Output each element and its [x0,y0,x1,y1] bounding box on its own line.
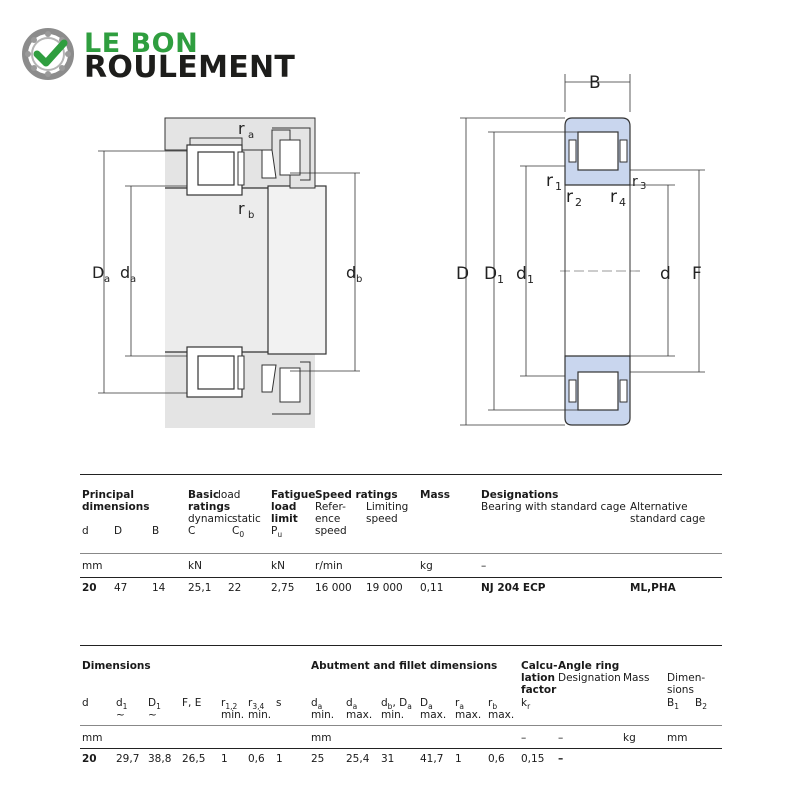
label-r1: r [546,171,553,191]
t1-val-Pu: 2,75 [271,582,295,594]
label-r4: r [610,187,617,207]
brand-line2: ROULEMENT [84,50,296,85]
t1-sym-Pu: $P_u$ [271,525,283,540]
t2-val-d: 20 [82,753,97,765]
t1-h-alternative: Alternative [630,501,688,513]
t1-h-ence: ence [315,513,341,525]
label-da-sub: a [130,274,137,285]
t1-unit-kn2: kN [271,560,285,572]
label-r3: r [632,174,638,190]
label-B: B [589,73,601,93]
t2-h-mass: Mass [623,672,650,684]
t1-unit-dash: – [481,560,487,572]
t2-unit-dash2: – [558,732,564,744]
t2-h-lation: lation [521,672,555,684]
t2-sym-s: s [276,697,282,709]
t2-h-designation: Designation [558,672,621,684]
t1-h-dimensions: dimensions [82,501,150,513]
label-r1-sub: 1 [555,180,562,193]
t2-val-d1: 29,7 [116,753,140,765]
label-ra-sub: a [248,130,255,141]
label-D1: D [484,264,498,284]
label-ra: r [238,119,245,138]
t1-val-C: 25,1 [188,582,212,594]
t2-sym-dbDa: $d_b$, $D_a$ [381,697,412,712]
t2-val-designation: – [558,753,564,765]
t2-unit-mm3: mm [667,732,688,744]
label-d: d [660,264,671,284]
t2-unit-mm2: mm [311,732,332,744]
t1-sym-D: D [114,525,123,537]
t1-h-speed3: speed [366,513,398,525]
t2-sym-ra: $r_a$ [455,697,464,712]
t1-h-bearing: Bearing with standard cage [481,501,626,513]
t1-unit-kn1: kN [188,560,202,572]
t2-sym-Da-max: max. [420,709,447,721]
label-rb-sub: b [248,210,255,221]
t1-val-D: 47 [114,582,128,594]
label-r2: r [566,187,573,207]
t2-sym-D1: $D_1$ [148,697,161,712]
label-F: F [692,264,702,284]
t2-sym-d: d [82,697,89,709]
t2-val-rb-max: 0,6 [488,753,505,765]
t1-val-C0: 22 [228,582,242,594]
t1-h-ratings: ratings [188,501,231,513]
t2-units-rule [80,725,722,726]
t2-h-factor: factor [521,684,557,696]
t2-val-r12: 1 [221,753,228,765]
t2-sym-r34: $r_{3,4}$ [248,697,265,712]
t1-unit-kg: kg [420,560,433,572]
t2-val-D1: 38,8 [148,753,172,765]
t2-sym-ra-max: max. [455,709,482,721]
t2-row-rule [80,748,722,749]
t1-h-fatigue: Fatigue [271,489,316,501]
t2-sym-FE: F, E [182,697,202,709]
t1-h-speed2: speed [315,525,347,537]
t2-h-sions: sions [667,684,694,696]
t2-h-dimensions: Dimensions [82,660,151,672]
t2-h-abutment: Abutment and fillet dimensions [311,660,498,672]
label-r2-sub: 2 [575,196,582,209]
t1-h-basic: Basic [188,489,220,501]
t1-row-rule [80,577,722,578]
t1-h-limiting: Limiting [366,501,409,513]
brand-line1: LE BON [84,28,199,59]
t2-sym-r12: $r_{1,2}$ [221,697,238,712]
label-r3-sub: 3 [640,181,647,192]
t2-sym-da-min: min. [311,709,335,721]
label-D1-sub: 1 [497,273,504,286]
t2-val-Da-max: 41,7 [420,753,444,765]
t1-unit-mm: mm [82,560,103,572]
t1-val-mass: 0,11 [420,582,444,594]
t1-sym-d: d [82,525,89,537]
t1-h-static: static [232,513,261,525]
t2-sym-d1-tilde: ~ [116,709,125,721]
t2-val-db-min: 31 [381,753,395,765]
t2-sym-dbDa-min: min. [381,709,405,721]
t1-h-designations: Designations [481,489,559,501]
t1-h-limit: limit [271,513,298,525]
t2-sym-kr: $k_r$ [521,697,531,712]
t2-val-da-max: 25,4 [346,753,370,765]
label-da: d [120,263,131,282]
t2-val-FE: 26,5 [182,753,206,765]
t1-val-ref-speed: 16 000 [315,582,352,594]
t1-h-speed: Speed ratings [315,489,398,501]
label-r4-sub: 4 [619,196,626,209]
t1-h-load: load [218,489,241,501]
t1-sym-B: B [152,525,160,537]
t2-sym-rb-max: max. [488,709,515,721]
label-d1: d [516,264,527,284]
t2-sym-da2-max: max. [346,709,373,721]
label-db-sub: b [356,274,363,285]
t1-h-mass: Mass [420,489,451,501]
label-rb: r [238,199,245,218]
t2-val-r34: 0,6 [248,753,265,765]
label-d1-sub: 1 [527,273,534,286]
t1-h-std-cage: standard cage [630,513,706,525]
label-D: D [456,264,470,284]
t2-val-da-min: 25 [311,753,325,765]
t1-h-dynamic: dynamic [188,513,233,525]
t1-h-refer: Refer- [315,501,346,513]
t2-unit-mm: mm [82,732,103,744]
label-Da-sub: a [104,274,111,285]
t2-sym-d1: $d_1$ [116,697,128,712]
t2-sym-D1-tilde: ~ [148,709,157,721]
t2-sym-Da: $D_a$ [420,697,433,712]
t2-sym-r12-min: min. [221,709,245,721]
label-Da: D [92,263,105,282]
t2-sym-rb: $r_b$ [488,697,498,712]
t2-val-s: 1 [276,753,283,765]
t2-val-kr: 0,15 [521,753,545,765]
t1-val-d: 20 [82,582,97,594]
t1-val-B: 14 [152,582,166,594]
t1-units-rule [80,553,722,554]
t2-h-angle: Angle ring [558,660,620,672]
t1-val-alt-cage: ML,PHA [630,582,676,594]
t1-val-lim-speed: 19 000 [366,582,403,594]
t2-sym-B2: $B_2$ [695,697,707,712]
t1-h-load2: load [271,501,297,513]
t1-sym-C: C [188,525,196,537]
t1-sym-C0: $C_0$ [232,525,245,540]
t2-sym-da2: $d_a$ [346,697,358,712]
t1-val-designation[interactable]: NJ 204 ECP [481,582,546,594]
label-db: d [346,263,357,282]
t2-sym-r34-min: min. [248,709,272,721]
t2-sym-B1: $B_1$ [667,697,679,712]
t2-unit-kg: kg [623,732,636,744]
t1-h-principal: Principal [82,489,134,501]
table2-top-rule [80,645,722,646]
t2-val-ra-max: 1 [455,753,462,765]
t2-h-calcu: Calcu- [521,660,558,672]
t2-sym-da: $d_a$ [311,697,323,712]
t2-unit-dash1: – [521,732,527,744]
t2-h-dimen: Dimen- [667,672,706,684]
t1-unit-rmin: r/min [315,560,343,572]
